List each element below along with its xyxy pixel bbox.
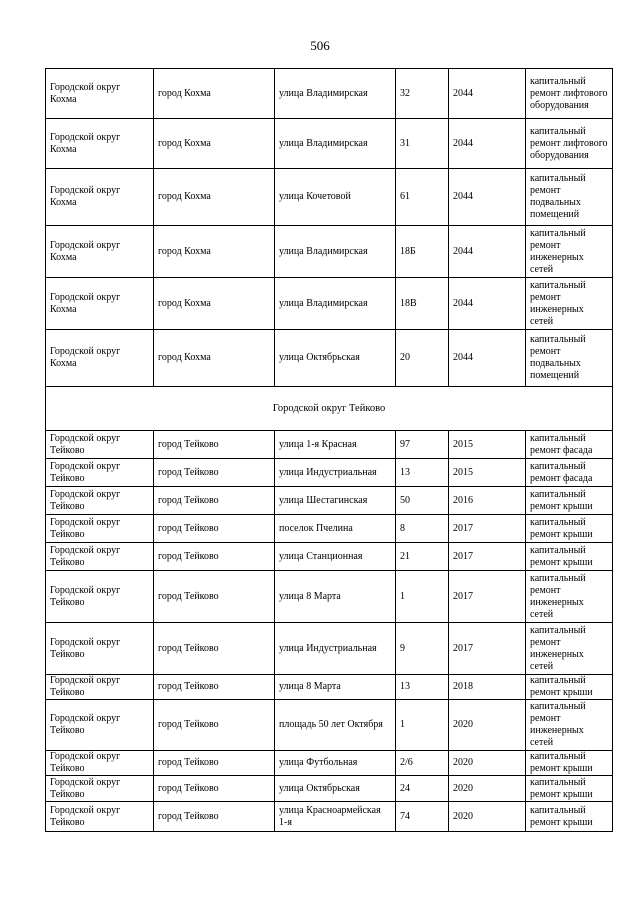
house-number-cell: 97 (396, 431, 449, 459)
district-cell: Городской округ Тейково (46, 515, 154, 543)
settlement-cell: город Тейково (154, 515, 275, 543)
table-row (46, 751, 613, 776)
table-row (46, 515, 613, 543)
street-cell: улица Индустриальная (275, 623, 396, 675)
year-cell: 2044 (449, 119, 526, 169)
house-number-cell: 61 (396, 169, 449, 226)
street-cell: улица Октябрьская (275, 776, 396, 802)
street-cell: поселок Пчелина (275, 515, 396, 543)
street-cell: улица Футбольная (275, 751, 396, 776)
street-cell: улица Владимирская (275, 226, 396, 278)
year-cell: 2017 (449, 623, 526, 675)
district-cell: Городской округ Кохма (46, 69, 154, 119)
table-row (46, 623, 613, 675)
year-cell: 2018 (449, 675, 526, 700)
work-type-cell: капитальный ремонт лифтового оборудования (526, 119, 613, 169)
settlement-cell: город Кохма (154, 330, 275, 387)
street-cell: улица Красноармейская 1-я (275, 802, 396, 832)
year-cell: 2044 (449, 226, 526, 278)
house-number-cell: 1 (396, 700, 449, 751)
street-cell: площадь 50 лет Октября (275, 700, 396, 751)
table-row (46, 119, 613, 169)
table-row (46, 226, 613, 278)
house-number-cell: 21 (396, 543, 449, 571)
work-type-cell: капитальный ремонт крыши (526, 776, 613, 802)
year-cell: 2044 (449, 330, 526, 387)
district-cell: Городской округ Кохма (46, 278, 154, 330)
house-number-cell: 8 (396, 515, 449, 543)
district-cell: Городской округ Кохма (46, 226, 154, 278)
settlement-cell: город Тейково (154, 431, 275, 459)
work-type-cell: капитальный ремонт инженерных сетей (526, 226, 613, 278)
table-row (46, 459, 613, 487)
year-cell: 2020 (449, 802, 526, 832)
street-cell: улица Октябрьская (275, 330, 396, 387)
work-type-cell: капитальный ремонт лифтового оборудования (526, 69, 613, 119)
year-cell: 2017 (449, 571, 526, 623)
work-type-cell: капитальный ремонт крыши (526, 487, 613, 515)
settlement-cell: город Кохма (154, 169, 275, 226)
table-row (46, 69, 613, 119)
house-number-cell: 1 (396, 571, 449, 623)
settlement-cell: город Кохма (154, 226, 275, 278)
street-cell: улица Владимирская (275, 69, 396, 119)
street-cell: улица 1-я Красная (275, 431, 396, 459)
work-type-cell: капитальный ремонт инженерных сетей (526, 623, 613, 675)
district-cell: Городской округ Тейково (46, 487, 154, 515)
year-cell: 2020 (449, 700, 526, 751)
table-row (46, 169, 613, 226)
table-row (46, 330, 613, 387)
work-type-cell: капитальный ремонт крыши (526, 515, 613, 543)
work-type-cell: капитальный ремонт инженерных сетей (526, 700, 613, 751)
district-cell: Городской округ Кохма (46, 169, 154, 226)
street-cell: улица Владимирская (275, 119, 396, 169)
settlement-cell: город Тейково (154, 623, 275, 675)
work-type-cell: капитальный ремонт подвальных помещений (526, 330, 613, 387)
house-number-cell: 50 (396, 487, 449, 515)
house-number-cell: 24 (396, 776, 449, 802)
settlement-cell: город Тейково (154, 776, 275, 802)
house-number-cell: 2/6 (396, 751, 449, 776)
year-cell: 2020 (449, 776, 526, 802)
district-cell: Городской округ Тейково (46, 802, 154, 832)
district-cell: Городской округ Тейково (46, 675, 154, 700)
work-type-cell: капитальный ремонт инженерных сетей (526, 278, 613, 330)
table-row (46, 571, 613, 623)
year-cell: 2016 (449, 487, 526, 515)
house-number-cell: 18Б (396, 226, 449, 278)
house-number-cell: 31 (396, 119, 449, 169)
house-number-cell: 13 (396, 459, 449, 487)
settlement-cell: город Тейково (154, 802, 275, 832)
street-cell: улица Индустриальная (275, 459, 396, 487)
settlement-cell: город Тейково (154, 487, 275, 515)
district-cell: Городской округ Тейково (46, 459, 154, 487)
table-row (46, 700, 613, 751)
work-type-cell: капитальный ремонт крыши (526, 802, 613, 832)
repair-schedule-table (45, 68, 613, 832)
table-row (46, 776, 613, 802)
page-number: 506 (310, 38, 330, 53)
settlement-cell: город Тейково (154, 571, 275, 623)
district-cell: Городской округ Тейково (46, 751, 154, 776)
settlement-cell: город Кохма (154, 278, 275, 330)
work-type-cell: капитальный ремонт инженерных сетей (526, 571, 613, 623)
district-cell: Городской округ Тейково (46, 623, 154, 675)
table-row (46, 543, 613, 571)
settlement-cell: город Кохма (154, 69, 275, 119)
settlement-cell: город Тейково (154, 700, 275, 751)
district-cell: Городской округ Тейково (46, 571, 154, 623)
table-row (46, 487, 613, 515)
work-type-cell: капитальный ремонт фасада (526, 459, 613, 487)
district-cell: Городской округ Тейково (46, 700, 154, 751)
district-cell: Городской округ Тейково (46, 431, 154, 459)
work-type-cell: капитальный ремонт фасада (526, 431, 613, 459)
year-cell: 2015 (449, 459, 526, 487)
year-cell: 2044 (449, 278, 526, 330)
table-body (46, 69, 613, 832)
settlement-cell: город Тейково (154, 675, 275, 700)
work-type-cell: капитальный ремонт крыши (526, 751, 613, 776)
district-cell: Городской округ Тейково (46, 543, 154, 571)
street-cell: улица 8 Марта (275, 571, 396, 623)
year-cell: 2044 (449, 69, 526, 119)
year-cell: 2020 (449, 751, 526, 776)
settlement-cell: город Кохма (154, 119, 275, 169)
year-cell: 2017 (449, 543, 526, 571)
settlement-cell: город Тейково (154, 751, 275, 776)
work-type-cell: капитальный ремонт подвальных помещений (526, 169, 613, 226)
district-cell: Городской округ Тейково (46, 776, 154, 802)
group-heading-row (46, 387, 613, 431)
street-cell: улица 8 Марта (275, 675, 396, 700)
house-number-cell: 74 (396, 802, 449, 832)
year-cell: 2015 (449, 431, 526, 459)
district-cell: Городской округ Кохма (46, 330, 154, 387)
district-cell: Городской округ Кохма (46, 119, 154, 169)
group-heading: Городской округ Тейково (46, 387, 613, 431)
settlement-cell: город Тейково (154, 543, 275, 571)
street-cell: улица Кочетовой (275, 169, 396, 226)
street-cell: улица Станционная (275, 543, 396, 571)
work-type-cell: капитальный ремонт крыши (526, 543, 613, 571)
settlement-cell: город Тейково (154, 459, 275, 487)
year-cell: 2017 (449, 515, 526, 543)
house-number-cell: 18В (396, 278, 449, 330)
table-row (46, 802, 613, 832)
year-cell: 2044 (449, 169, 526, 226)
street-cell: улица Владимирская (275, 278, 396, 330)
table-row (46, 278, 613, 330)
work-type-cell: капитальный ремонт крыши (526, 675, 613, 700)
house-number-cell: 20 (396, 330, 449, 387)
house-number-cell: 32 (396, 69, 449, 119)
house-number-cell: 9 (396, 623, 449, 675)
table-row (46, 431, 613, 459)
house-number-cell: 13 (396, 675, 449, 700)
table-row (46, 675, 613, 700)
street-cell: улица Шестагинская (275, 487, 396, 515)
